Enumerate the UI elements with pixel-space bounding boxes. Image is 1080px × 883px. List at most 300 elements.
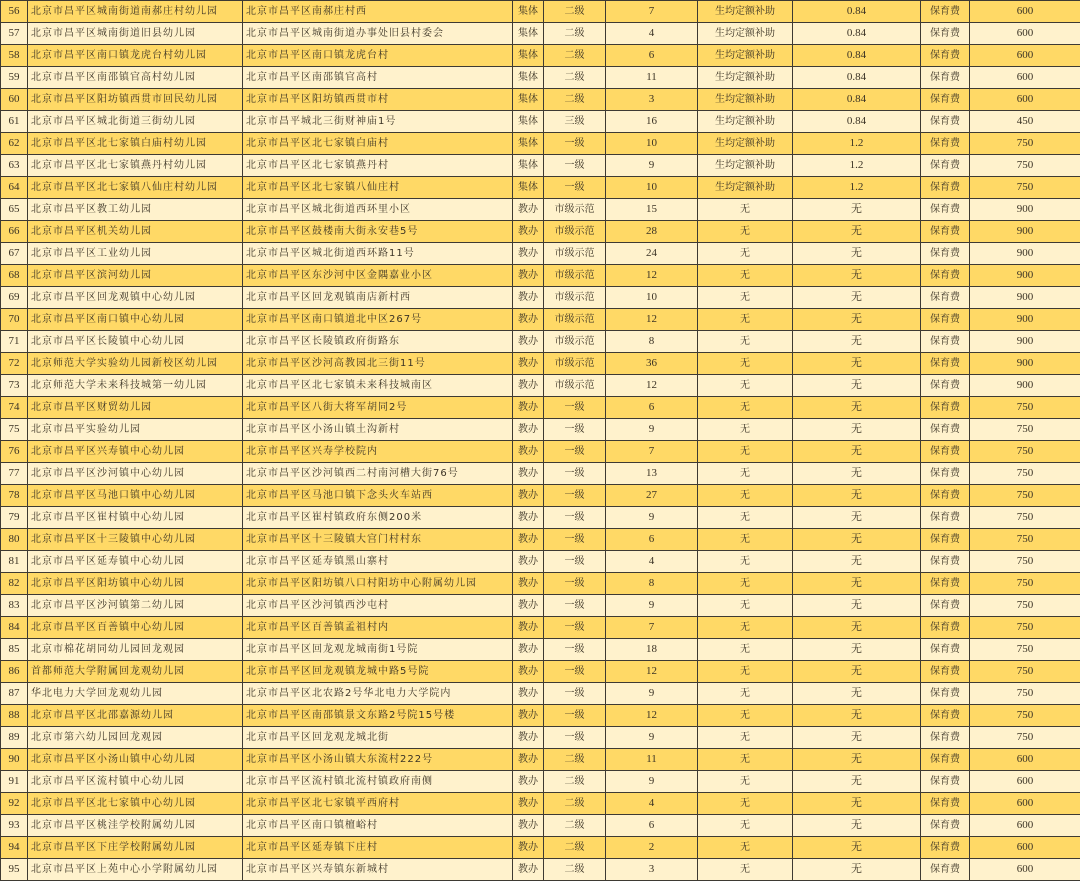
fee-item-cell: 保育费 — [921, 287, 970, 309]
level-cell: 一级 — [544, 485, 606, 507]
subsidy-amount-cell: 无 — [793, 815, 921, 837]
fee-item-cell: 保育费 — [921, 221, 970, 243]
address-cell: 北京市昌平区阳坊镇八口村阳坊中心附属幼儿园 — [243, 573, 513, 595]
kindergarten-name-cell: 北京市昌平区工业幼儿园 — [28, 243, 243, 265]
fee-item-cell: 保育费 — [921, 265, 970, 287]
fee-item-cell: 保育费 — [921, 155, 970, 177]
fee-amount-cell: 900 — [970, 199, 1080, 221]
ownership-type-cell: 集体 — [513, 89, 544, 111]
fee-amount-cell: 900 — [970, 265, 1080, 287]
level-cell: 市级示范 — [544, 243, 606, 265]
row-index-cell: 70 — [1, 309, 28, 331]
fee-item-cell: 保育费 — [921, 1, 970, 23]
address-cell: 北京市昌平区北七家镇平西府村 — [243, 793, 513, 815]
row-index-cell: 64 — [1, 177, 28, 199]
class-count-cell: 12 — [606, 705, 698, 727]
level-cell: 一级 — [544, 727, 606, 749]
address-cell: 北京市昌平区八街大将军胡同2号 — [243, 397, 513, 419]
fee-item-cell: 保育费 — [921, 243, 970, 265]
fee-amount-cell: 750 — [970, 507, 1080, 529]
subsidy-amount-cell: 无 — [793, 617, 921, 639]
subsidy-amount-cell: 无 — [793, 771, 921, 793]
subsidy-amount-cell: 无 — [793, 397, 921, 419]
subsidy-amount-cell: 无 — [793, 639, 921, 661]
class-count-cell: 4 — [606, 551, 698, 573]
kindergarten-name-cell: 北京市昌平区小汤山镇中心幼儿园 — [28, 749, 243, 771]
row-index-cell: 73 — [1, 375, 28, 397]
ownership-type-cell: 教办 — [513, 837, 544, 859]
fee-amount-cell: 750 — [970, 463, 1080, 485]
level-cell: 二级 — [544, 89, 606, 111]
kindergarten-name-cell: 北京市昌平区城南街道旧县幼儿园 — [28, 23, 243, 45]
row-index-cell: 66 — [1, 221, 28, 243]
subsidy-mode-cell: 无 — [698, 859, 793, 881]
address-cell: 北京市昌平区南口镇龙虎台村 — [243, 45, 513, 67]
kindergarten-name-cell: 北京市昌平区百善镇中心幼儿园 — [28, 617, 243, 639]
row-index-cell: 81 — [1, 551, 28, 573]
table-row — [1, 133, 1080, 155]
table-row — [1, 749, 1080, 771]
ownership-type-cell: 集体 — [513, 1, 544, 23]
subsidy-mode-cell: 无 — [698, 639, 793, 661]
table-row — [1, 309, 1080, 331]
ownership-type-cell: 教办 — [513, 485, 544, 507]
level-cell: 二级 — [544, 837, 606, 859]
kindergarten-name-cell: 北京市昌平区延寿镇中心幼儿园 — [28, 551, 243, 573]
level-cell: 市级示范 — [544, 309, 606, 331]
fee-item-cell: 保育费 — [921, 859, 970, 881]
fee-item-cell: 保育费 — [921, 133, 970, 155]
table-row — [1, 551, 1080, 573]
subsidy-mode-cell: 无 — [698, 815, 793, 837]
kindergarten-name-cell: 北京市昌平区马池口镇中心幼儿园 — [28, 485, 243, 507]
fee-amount-cell: 750 — [970, 573, 1080, 595]
table-row — [1, 67, 1080, 89]
fee-item-cell: 保育费 — [921, 89, 970, 111]
kindergarten-name-cell: 北京市昌平区财贸幼儿园 — [28, 397, 243, 419]
table-row — [1, 859, 1080, 881]
class-count-cell: 11 — [606, 67, 698, 89]
table-row — [1, 639, 1080, 661]
fee-amount-cell: 600 — [970, 793, 1080, 815]
fee-item-cell: 保育费 — [921, 771, 970, 793]
row-index-cell: 56 — [1, 1, 28, 23]
address-cell: 北京市昌平区回龙观龙城南街1号院 — [243, 639, 513, 661]
ownership-type-cell: 教办 — [513, 397, 544, 419]
subsidy-amount-cell: 无 — [793, 243, 921, 265]
class-count-cell: 24 — [606, 243, 698, 265]
level-cell: 一级 — [544, 529, 606, 551]
address-cell: 北京市昌平区沙河镇西沙屯村 — [243, 595, 513, 617]
address-cell: 北京市昌平区十三陵镇大宫门村村东 — [243, 529, 513, 551]
ownership-type-cell: 教办 — [513, 375, 544, 397]
row-index-cell: 69 — [1, 287, 28, 309]
row-index-cell: 79 — [1, 507, 28, 529]
level-cell: 一级 — [544, 177, 606, 199]
fee-amount-cell: 600 — [970, 837, 1080, 859]
address-cell: 北京市昌平区兴寿学校院内 — [243, 441, 513, 463]
ownership-type-cell: 集体 — [513, 177, 544, 199]
fee-item-cell: 保育费 — [921, 45, 970, 67]
subsidy-mode-cell: 生均定额补助 — [698, 111, 793, 133]
subsidy-amount-cell: 无 — [793, 199, 921, 221]
fee-amount-cell: 750 — [970, 419, 1080, 441]
subsidy-mode-cell: 生均定额补助 — [698, 23, 793, 45]
address-cell: 北京市昌平区回龙观龙城北街 — [243, 727, 513, 749]
class-count-cell: 3 — [606, 89, 698, 111]
subsidy-mode-cell: 无 — [698, 265, 793, 287]
ownership-type-cell: 教办 — [513, 353, 544, 375]
row-index-cell: 84 — [1, 617, 28, 639]
ownership-type-cell: 教办 — [513, 573, 544, 595]
class-count-cell: 6 — [606, 815, 698, 837]
ownership-type-cell: 教办 — [513, 551, 544, 573]
class-count-cell: 9 — [606, 771, 698, 793]
table-row — [1, 177, 1080, 199]
subsidy-mode-cell: 生均定额补助 — [698, 45, 793, 67]
row-index-cell: 77 — [1, 463, 28, 485]
level-cell: 一级 — [544, 639, 606, 661]
table-row — [1, 243, 1080, 265]
subsidy-amount-cell: 无 — [793, 221, 921, 243]
subsidy-amount-cell: 无 — [793, 595, 921, 617]
table-row — [1, 331, 1080, 353]
kindergarten-name-cell: 北京市昌平区崔村镇中心幼儿园 — [28, 507, 243, 529]
level-cell: 一级 — [544, 419, 606, 441]
kindergarten-name-cell: 北京市昌平区北七家镇中心幼儿园 — [28, 793, 243, 815]
row-index-cell: 68 — [1, 265, 28, 287]
kindergarten-name-cell: 北京市昌平区城南街道南郝庄村幼儿园 — [28, 1, 243, 23]
fee-amount-cell: 900 — [970, 331, 1080, 353]
table-row — [1, 793, 1080, 815]
subsidy-amount-cell: 无 — [793, 353, 921, 375]
subsidy-mode-cell: 生均定额补助 — [698, 177, 793, 199]
address-cell: 北京市昌平区兴寿镇东新城村 — [243, 859, 513, 881]
class-count-cell: 16 — [606, 111, 698, 133]
subsidy-amount-cell: 0.84 — [793, 67, 921, 89]
fee-item-cell: 保育费 — [921, 529, 970, 551]
ownership-type-cell: 教办 — [513, 749, 544, 771]
class-count-cell: 10 — [606, 287, 698, 309]
address-cell: 北京市昌平区百善镇孟祖村内 — [243, 617, 513, 639]
table-row — [1, 375, 1080, 397]
subsidy-amount-cell: 无 — [793, 551, 921, 573]
row-index-cell: 75 — [1, 419, 28, 441]
table-row — [1, 705, 1080, 727]
fee-amount-cell: 750 — [970, 683, 1080, 705]
address-cell: 北京市昌平区沙河镇西二村南河槽大街76号 — [243, 463, 513, 485]
address-cell: 北京市昌平区南口镇道北中区267号 — [243, 309, 513, 331]
class-count-cell: 6 — [606, 397, 698, 419]
subsidy-mode-cell: 无 — [698, 463, 793, 485]
kindergarten-name-cell: 北京市昌平区南口镇中心幼儿园 — [28, 309, 243, 331]
fee-amount-cell: 600 — [970, 771, 1080, 793]
table-row — [1, 23, 1080, 45]
kindergarten-name-cell: 北京市昌平区北七家镇燕丹村幼儿园 — [28, 155, 243, 177]
subsidy-mode-cell: 无 — [698, 199, 793, 221]
subsidy-mode-cell: 无 — [698, 837, 793, 859]
fee-amount-cell: 750 — [970, 485, 1080, 507]
fee-amount-cell: 600 — [970, 749, 1080, 771]
kindergarten-name-cell: 北京市棉花胡同幼儿园回龙观园 — [28, 639, 243, 661]
subsidy-mode-cell: 无 — [698, 749, 793, 771]
fee-amount-cell: 600 — [970, 67, 1080, 89]
fee-item-cell: 保育费 — [921, 837, 970, 859]
row-index-cell: 57 — [1, 23, 28, 45]
kindergarten-name-cell: 北京市第六幼儿园回龙观园 — [28, 727, 243, 749]
kindergarten-name-cell: 北京市昌平区兴寿镇中心幼儿园 — [28, 441, 243, 463]
fee-amount-cell: 750 — [970, 705, 1080, 727]
fee-amount-cell: 600 — [970, 23, 1080, 45]
table-row — [1, 661, 1080, 683]
class-count-cell: 12 — [606, 375, 698, 397]
class-count-cell: 12 — [606, 265, 698, 287]
level-cell: 市级示范 — [544, 221, 606, 243]
class-count-cell: 10 — [606, 133, 698, 155]
class-count-cell: 6 — [606, 529, 698, 551]
subsidy-amount-cell: 无 — [793, 573, 921, 595]
level-cell: 市级示范 — [544, 353, 606, 375]
fee-amount-cell: 750 — [970, 441, 1080, 463]
subsidy-amount-cell: 1.2 — [793, 155, 921, 177]
level-cell: 二级 — [544, 23, 606, 45]
level-cell: 二级 — [544, 771, 606, 793]
fee-amount-cell: 750 — [970, 177, 1080, 199]
kindergarten-name-cell: 华北电力大学回龙观幼儿园 — [28, 683, 243, 705]
kindergarten-name-cell: 北京市昌平实验幼儿园 — [28, 419, 243, 441]
fee-item-cell: 保育费 — [921, 331, 970, 353]
address-cell: 北京市昌平区北农路2号华北电力大学院内 — [243, 683, 513, 705]
row-index-cell: 82 — [1, 573, 28, 595]
level-cell: 一级 — [544, 507, 606, 529]
address-cell: 北京市昌平区马池口镇下念头火车站西 — [243, 485, 513, 507]
kindergarten-name-cell: 北京市昌平区桃洼学校附属幼儿园 — [28, 815, 243, 837]
address-cell: 北京市昌平区小汤山镇土沟新村 — [243, 419, 513, 441]
ownership-type-cell: 教办 — [513, 705, 544, 727]
class-count-cell: 8 — [606, 331, 698, 353]
subsidy-amount-cell: 无 — [793, 705, 921, 727]
kindergarten-name-cell: 北京市昌平区十三陵镇中心幼儿园 — [28, 529, 243, 551]
table-row — [1, 485, 1080, 507]
fee-amount-cell: 900 — [970, 375, 1080, 397]
table-row — [1, 89, 1080, 111]
class-count-cell: 9 — [606, 419, 698, 441]
class-count-cell: 9 — [606, 507, 698, 529]
fee-item-cell: 保育费 — [921, 815, 970, 837]
level-cell: 一级 — [544, 133, 606, 155]
level-cell: 一级 — [544, 595, 606, 617]
fee-item-cell: 保育费 — [921, 705, 970, 727]
fee-item-cell: 保育费 — [921, 309, 970, 331]
row-index-cell: 88 — [1, 705, 28, 727]
subsidy-amount-cell: 0.84 — [793, 1, 921, 23]
address-cell: 北京市昌平区长陵镇政府街路东 — [243, 331, 513, 353]
kindergarten-name-cell: 北京市昌平区北邵嘉源幼儿园 — [28, 705, 243, 727]
ownership-type-cell: 教办 — [513, 199, 544, 221]
ownership-type-cell: 教办 — [513, 463, 544, 485]
subsidy-mode-cell: 生均定额补助 — [698, 133, 793, 155]
ownership-type-cell: 教办 — [513, 529, 544, 551]
fee-item-cell: 保育费 — [921, 507, 970, 529]
fee-item-cell: 保育费 — [921, 419, 970, 441]
subsidy-mode-cell: 无 — [698, 573, 793, 595]
fee-amount-cell: 750 — [970, 397, 1080, 419]
row-index-cell: 89 — [1, 727, 28, 749]
fee-amount-cell: 750 — [970, 727, 1080, 749]
class-count-cell: 11 — [606, 749, 698, 771]
subsidy-mode-cell: 无 — [698, 221, 793, 243]
level-cell: 市级示范 — [544, 199, 606, 221]
address-cell: 北京市昌平区鼓楼南大街永安巷5号 — [243, 221, 513, 243]
row-index-cell: 59 — [1, 67, 28, 89]
address-cell: 北京市昌平区东沙河中区金隅嘉业小区 — [243, 265, 513, 287]
row-index-cell: 91 — [1, 771, 28, 793]
subsidy-mode-cell: 无 — [698, 771, 793, 793]
level-cell: 一级 — [544, 617, 606, 639]
ownership-type-cell: 集体 — [513, 23, 544, 45]
address-cell: 北京市昌平区延寿镇黑山寨村 — [243, 551, 513, 573]
fee-item-cell: 保育费 — [921, 67, 970, 89]
subsidy-amount-cell: 无 — [793, 749, 921, 771]
subsidy-amount-cell: 无 — [793, 331, 921, 353]
row-index-cell: 85 — [1, 639, 28, 661]
fee-amount-cell: 900 — [970, 309, 1080, 331]
fee-item-cell: 保育费 — [921, 573, 970, 595]
level-cell: 二级 — [544, 793, 606, 815]
table-row — [1, 815, 1080, 837]
subsidy-mode-cell: 无 — [698, 793, 793, 815]
fee-amount-cell: 750 — [970, 551, 1080, 573]
subsidy-mode-cell: 无 — [698, 551, 793, 573]
level-cell: 一级 — [544, 441, 606, 463]
fee-item-cell: 保育费 — [921, 199, 970, 221]
fee-amount-cell: 750 — [970, 155, 1080, 177]
address-cell: 北京市昌平区南邵镇景文东路2号院15号楼 — [243, 705, 513, 727]
level-cell: 一级 — [544, 155, 606, 177]
level-cell: 市级示范 — [544, 375, 606, 397]
fee-amount-cell: 900 — [970, 353, 1080, 375]
ownership-type-cell: 教办 — [513, 221, 544, 243]
address-cell: 北京市昌平区北七家镇八仙庄村 — [243, 177, 513, 199]
table-row — [1, 837, 1080, 859]
table-row — [1, 287, 1080, 309]
subsidy-mode-cell: 无 — [698, 353, 793, 375]
subsidy-amount-cell: 无 — [793, 529, 921, 551]
fee-amount-cell: 600 — [970, 89, 1080, 111]
row-index-cell: 58 — [1, 45, 28, 67]
level-cell: 一级 — [544, 573, 606, 595]
kindergarten-name-cell: 北京市昌平区阳坊镇中心幼儿园 — [28, 573, 243, 595]
class-count-cell: 36 — [606, 353, 698, 375]
address-cell: 北京市昌平区城北街道西环路11号 — [243, 243, 513, 265]
class-count-cell: 9 — [606, 595, 698, 617]
subsidy-mode-cell: 无 — [698, 419, 793, 441]
fee-item-cell: 保育费 — [921, 397, 970, 419]
fee-amount-cell: 750 — [970, 133, 1080, 155]
subsidy-amount-cell: 0.84 — [793, 23, 921, 45]
level-cell: 一级 — [544, 551, 606, 573]
fee-item-cell: 保育费 — [921, 111, 970, 133]
row-index-cell: 60 — [1, 89, 28, 111]
kindergarten-name-cell: 北京市昌平区南邵镇官高村幼儿园 — [28, 67, 243, 89]
fee-item-cell: 保育费 — [921, 441, 970, 463]
subsidy-amount-cell: 无 — [793, 287, 921, 309]
address-cell: 北京市昌平区南邵镇官高村 — [243, 67, 513, 89]
level-cell: 市级示范 — [544, 331, 606, 353]
ownership-type-cell: 教办 — [513, 419, 544, 441]
table-row — [1, 617, 1080, 639]
subsidy-amount-cell: 无 — [793, 485, 921, 507]
fee-amount-cell: 450 — [970, 111, 1080, 133]
address-cell: 北京市昌平区阳坊镇西贯市村 — [243, 89, 513, 111]
subsidy-amount-cell: 0.84 — [793, 89, 921, 111]
fee-item-cell: 保育费 — [921, 793, 970, 815]
class-count-cell: 15 — [606, 199, 698, 221]
fee-amount-cell: 600 — [970, 859, 1080, 881]
table-row — [1, 441, 1080, 463]
address-cell: 北京市昌平区流村镇北流村镇政府南侧 — [243, 771, 513, 793]
kindergarten-name-cell: 北京市昌平区教工幼儿园 — [28, 199, 243, 221]
ownership-type-cell: 教办 — [513, 309, 544, 331]
table-row — [1, 529, 1080, 551]
subsidy-mode-cell: 无 — [698, 529, 793, 551]
class-count-cell: 4 — [606, 793, 698, 815]
subsidy-amount-cell: 无 — [793, 507, 921, 529]
subsidy-mode-cell: 无 — [698, 287, 793, 309]
class-count-cell: 6 — [606, 45, 698, 67]
table-row — [1, 397, 1080, 419]
row-index-cell: 74 — [1, 397, 28, 419]
fee-item-cell: 保育费 — [921, 617, 970, 639]
ownership-type-cell: 教办 — [513, 727, 544, 749]
address-cell: 北京市昌平区回龙观镇龙城中路5号院 — [243, 661, 513, 683]
fee-amount-cell: 600 — [970, 1, 1080, 23]
table-row — [1, 419, 1080, 441]
address-cell: 北京市昌平区崔村镇政府东侧200米 — [243, 507, 513, 529]
class-count-cell: 9 — [606, 155, 698, 177]
address-cell: 北京市昌平区北七家镇燕丹村 — [243, 155, 513, 177]
row-index-cell: 80 — [1, 529, 28, 551]
ownership-type-cell: 集体 — [513, 67, 544, 89]
subsidy-amount-cell: 无 — [793, 463, 921, 485]
class-count-cell: 7 — [606, 441, 698, 463]
row-index-cell: 83 — [1, 595, 28, 617]
table-row — [1, 727, 1080, 749]
fee-item-cell: 保育费 — [921, 485, 970, 507]
fee-item-cell: 保育费 — [921, 375, 970, 397]
table-row — [1, 111, 1080, 133]
table-row — [1, 463, 1080, 485]
kindergarten-name-cell: 北京师范大学未来科技城第一幼儿园 — [28, 375, 243, 397]
fee-item-cell: 保育费 — [921, 463, 970, 485]
fee-item-cell: 保育费 — [921, 595, 970, 617]
level-cell: 三级 — [544, 111, 606, 133]
table-row — [1, 221, 1080, 243]
class-count-cell: 28 — [606, 221, 698, 243]
kindergarten-name-cell: 北京市昌平区北七家镇白庙村幼儿园 — [28, 133, 243, 155]
subsidy-mode-cell: 无 — [698, 243, 793, 265]
subsidy-mode-cell: 无 — [698, 485, 793, 507]
level-cell: 二级 — [544, 45, 606, 67]
subsidy-mode-cell: 无 — [698, 705, 793, 727]
fee-amount-cell: 600 — [970, 45, 1080, 67]
level-cell: 市级示范 — [544, 287, 606, 309]
address-cell: 北京市昌平区小汤山镇大东流村222号 — [243, 749, 513, 771]
level-cell: 二级 — [544, 815, 606, 837]
subsidy-mode-cell: 无 — [698, 441, 793, 463]
ownership-type-cell: 教办 — [513, 639, 544, 661]
table-row — [1, 573, 1080, 595]
